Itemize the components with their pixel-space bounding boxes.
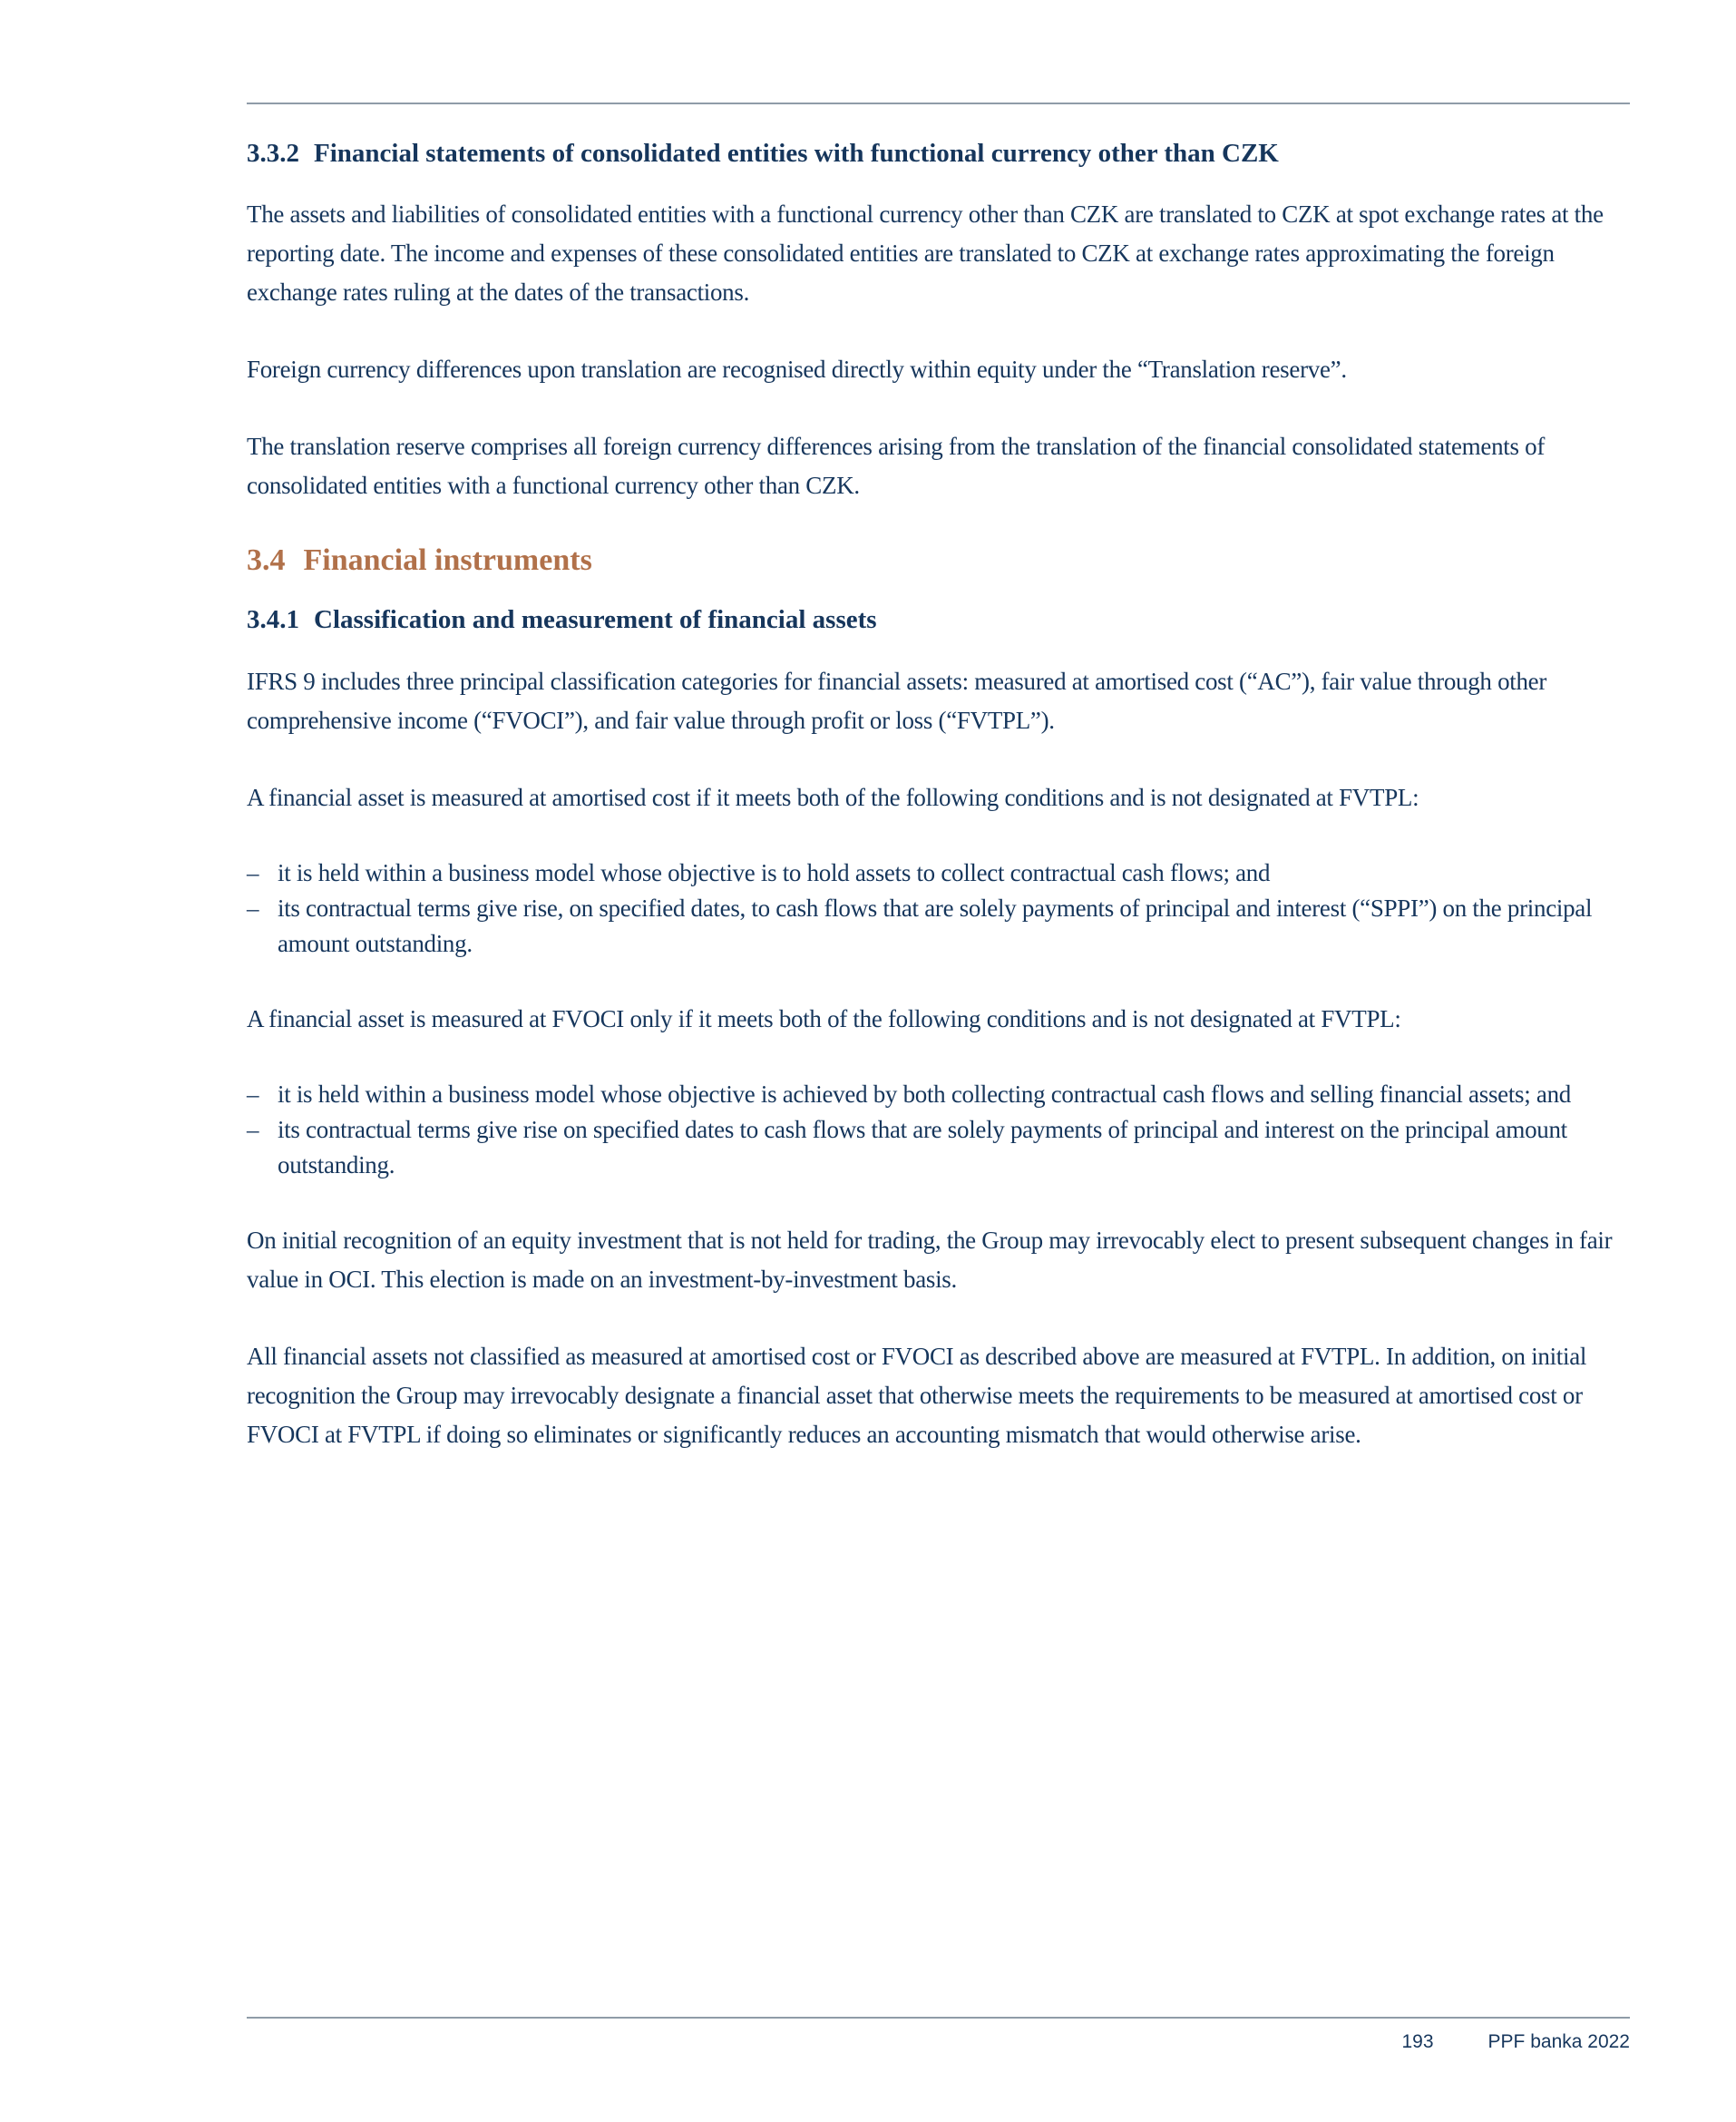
bottom-divider — [247, 2017, 1630, 2019]
bullet-list-amortised-cost — [247, 856, 1630, 962]
heading-3-3-2 — [247, 137, 1630, 170]
heading-3-4-1 — [247, 603, 1630, 636]
bullet-text: it is held within a business model whose objective is achieved by both collecting contractual cash flows and selling financial assets; and — [278, 1081, 1571, 1108]
page-content — [247, 103, 1630, 1454]
list-item — [247, 1112, 1630, 1183]
paragraph-ifrs9-categories: IFRS 9 includes three principal classification categories for financial assets: measured at amortised cost (“AC”), fair value through other comprehensive income (“FVOCI”), and fair value through profit or loss (“FVTPL”). — [247, 668, 1547, 734]
bullet-dash: – — [247, 1081, 259, 1108]
paragraph-equity-investment-oci: On initial recognition of an equity investment that is not held for trading, the Group may irrevocably elect to present subsequent changes in fair value in OCI. This election is made on an investment-by-investment basis. — [247, 1227, 1613, 1293]
paragraph-translation-reserve-equity: Foreign currency differences upon translation are recognised directly within equity under the “Translation reserve”. — [247, 356, 1347, 383]
bullet-text: it is held within a business model whose objective is to hold assets to collect contractual cash flows; and — [278, 859, 1271, 886]
heading-3-4 — [247, 542, 1630, 580]
paragraph-fvoci-conditions: A financial asset is measured at FVOCI only if it meets both of the following conditions and is not designated at FVTPL: — [247, 1005, 1401, 1032]
bullet-dash: – — [247, 1116, 259, 1143]
paragraph-translation-reserve-comprises: The translation reserve comprises all foreign currency differences arising from the translation of the financial consolidated statements of consolidated entities with a functional currency other than CZK. — [247, 433, 1546, 499]
heading-title: Classification and measurement of financial assets — [314, 605, 877, 634]
bullet-text: its contractual terms give rise on specified dates to cash flows that are solely payments of principal and interest on the principal amount outstanding. — [278, 1116, 1567, 1178]
paragraph-amortised-cost-conditions: A financial asset is measured at amortised cost if it meets both of the following conditions and is not designated at FVTPL: — [247, 784, 1419, 811]
list-item — [247, 856, 1630, 891]
paragraph-fvtpl-designation: All financial assets not classified as measured at amortised cost or FVOCI as described above are measured at FVTPL. In addition, on initial recognition the Group may irrevocably designate a financial asset that otherwise meets the requirements to be measured at amortised cost or FVOCI at FVTPL if doing so eliminates or significantly reduces an accounting mismatch that would otherwise arise. — [247, 1343, 1587, 1448]
heading-number: 3.4 — [247, 543, 286, 577]
heading-number: 3.3.2 — [247, 139, 299, 168]
paragraph-translation-assets: The assets and liabilities of consolidated entities with a functional currency other than CZK are translated to CZK at spot exchange rates at the reporting date. The income and expenses of these consolidated entities are translated to CZK at exchange rates approximating the foreign exchange rates ruling at the dates of the transactions. — [247, 200, 1604, 306]
heading-title: Financial statements of consolidated entities with functional currency other than CZK — [314, 139, 1279, 168]
bullet-text: its contractual terms give rise, on specified dates, to cash flows that are solely payments of principal and interest (“SPPI”) on the principal amount outstanding. — [278, 895, 1593, 957]
heading-title: Financial instruments — [303, 543, 592, 577]
top-divider — [247, 103, 1630, 104]
footer-row — [247, 2031, 1630, 2053]
page-footer — [247, 2017, 1630, 2053]
list-item — [247, 891, 1630, 962]
bullet-dash: – — [247, 859, 259, 886]
page-number: 193 — [1401, 2031, 1434, 2052]
heading-number: 3.4.1 — [247, 605, 299, 634]
bullet-dash: – — [247, 895, 259, 922]
list-item — [247, 1077, 1630, 1112]
brand-label: PPF banka 2022 — [1487, 2031, 1630, 2052]
bullet-list-fvoci — [247, 1077, 1630, 1183]
